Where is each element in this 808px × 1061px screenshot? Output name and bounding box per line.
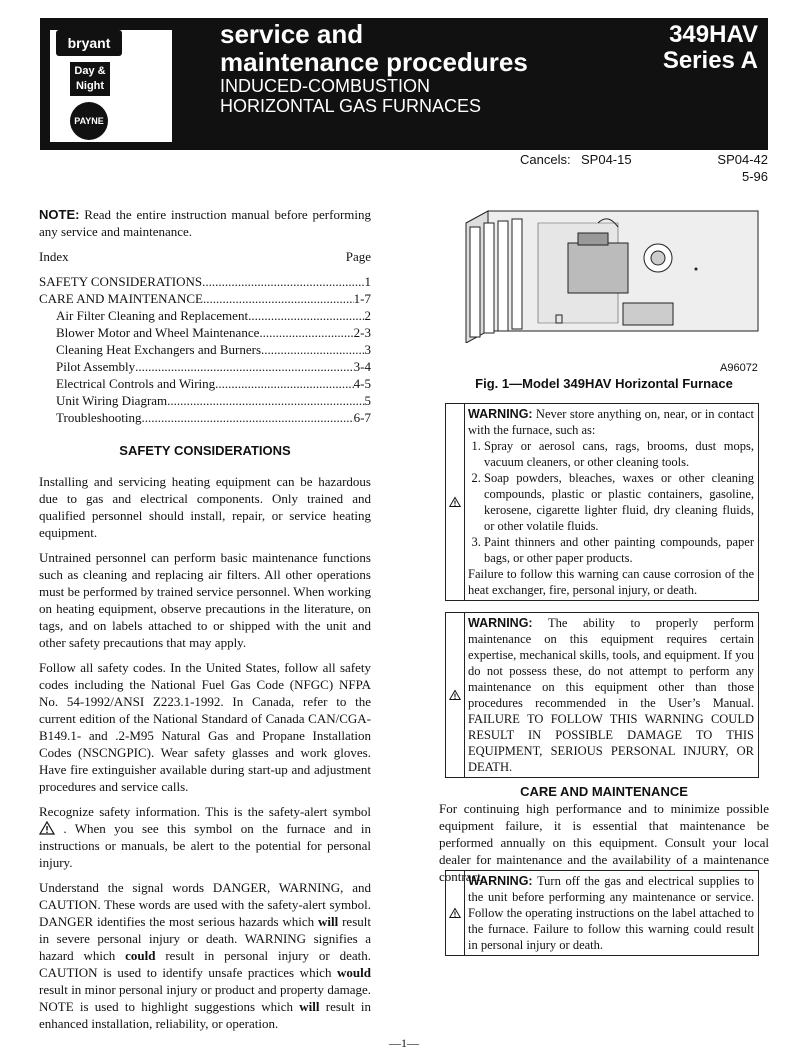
warning-box-power-off xyxy=(445,870,759,956)
toc-entry-page: 1-7 xyxy=(353,291,371,306)
cancels-value: SP04-15 xyxy=(581,152,632,167)
toc-entry[interactable] xyxy=(39,273,371,290)
safety-p5-e: result in enhanced installation, reliability, or operation. xyxy=(39,999,371,1031)
toc-entry-page: 2-3 xyxy=(353,325,371,340)
brand-logos xyxy=(50,30,172,142)
toc-entry-page: 3 xyxy=(364,342,371,357)
warning-body xyxy=(468,871,758,955)
model-designation xyxy=(663,22,758,74)
figure-code: A96072 xyxy=(720,362,758,374)
toc-entry-title: Blower Motor and Wheel Maintenance xyxy=(56,325,260,340)
toc-entry-title: Pilot Assembly xyxy=(56,359,136,374)
figure-caption: Fig. 1—Model 349HAV Horizontal Furnace xyxy=(475,376,733,391)
emph-could: could xyxy=(125,948,156,963)
safety-alert-icon xyxy=(449,496,461,508)
toc-entry-page: 6-7 xyxy=(353,410,371,425)
list-item: 2. Soap powders, bleaches, waxes or other cleaning compounds, plastic or plastic containers, gasoline, kerosene, cigarette lighter fluid, dry cleaning fluids, or other volatile fluids. xyxy=(484,470,754,534)
warning-label: WARNING: xyxy=(468,874,533,888)
warning-body xyxy=(468,404,758,600)
toc-entry[interactable] xyxy=(39,358,371,375)
toc-entry-page: 2 xyxy=(364,308,371,323)
index-label: Index xyxy=(39,249,69,264)
toc-leader-dots xyxy=(248,307,364,324)
toc-leader-dots xyxy=(167,392,364,409)
safety-alert-icon xyxy=(449,907,461,919)
emph-will: will xyxy=(318,914,339,929)
safety-alert-icon xyxy=(39,821,55,835)
warning-intro: Never store anything on, near, or in contact with the furnace, such as: xyxy=(468,407,754,437)
warning-box-storage xyxy=(445,403,759,601)
toc-entry[interactable] xyxy=(39,392,371,409)
bryant-logo: bryant xyxy=(56,30,122,56)
toc-entry-page: 3-4 xyxy=(353,359,371,374)
doc-date: 5-96 xyxy=(741,169,768,184)
document-title xyxy=(220,20,528,76)
warning-body xyxy=(468,613,758,777)
safety-p4-end: . When you see this symbol on the furnace and in instructions or manuals, be alert to the potential for personal injury. xyxy=(39,821,371,870)
toc-leader-dots xyxy=(261,341,364,358)
safety-p5-d: result in minor personal injury or product and property damage. NOTE is used to highlight suggestions which xyxy=(39,982,371,1014)
warning-box-expertise xyxy=(445,612,759,778)
toc-entry[interactable] xyxy=(39,409,371,426)
toc-entry-page: 5 xyxy=(364,393,371,408)
payne-logo: PAYNE xyxy=(70,102,108,140)
toc-leader-dots xyxy=(141,409,353,426)
warning-list xyxy=(468,438,754,566)
safety-p5-c: result in personal injury or death. CAUTION is used to identify unsafe practices which xyxy=(39,948,371,980)
page-number: —1— xyxy=(389,1036,419,1050)
document-subtitle xyxy=(220,76,481,116)
list-item: 1. Spray or aerosol cans, rags, brooms, dust mops, vacuum cleaners, or other cleaning tools. xyxy=(484,438,754,470)
toc-entry-title: Unit Wiring Diagram xyxy=(56,393,168,408)
safety-paragraph-4 xyxy=(39,803,371,871)
cancels-label: Cancels: xyxy=(520,152,571,167)
toc-entry-page: 1 xyxy=(364,274,371,289)
title-line-1: service and xyxy=(220,19,364,49)
emph-will-2: will xyxy=(299,999,320,1014)
safety-p5-a: Understand the signal words DANGER, WARNING, and CAUTION. These words are used with the safety-alert symbol. DANGER identifies the most serious hazards which xyxy=(39,880,371,929)
safety-p4-start: Recognize safety information. This is the safety-alert symbol xyxy=(39,804,371,819)
toc-entry-title: Troubleshooting xyxy=(56,410,142,425)
safety-heading: SAFETY CONSIDERATIONS xyxy=(119,443,291,458)
warning-text: The ability to properly perform maintenance on this equipment requires certain expertise, mechanical skills, tools, and equipment. If you do not possess these, do not attempt to perform any maintenance on this equipment other than those procedures recommended in the User’s Manual. FAILURE TO FOLLOW THIS WARNING COULD RESULT IN POSSIBLE DAMAGE TO THIS EQUIPMENT, SERIOUS PERSONAL INJURY, OR DEATH. xyxy=(468,616,754,774)
safety-paragraph-3: Follow all safety codes. In the United States, follow all safety codes including the National Fuel Gas Code (NFGC) NFPA No. 54-1992/ANSI Z223.1-1992. In Canada, refer to the current edition of the National Standard of Canada CAN/CGA-B149.1- and .2-M95 Natural Gas and Propane Installation Codes (NSCNGPIC). Wear safety glasses and work gloves. Have fire extinguisher available during start-up and adjustment procedures and service calls. xyxy=(39,660,371,794)
emph-would: would xyxy=(337,965,371,980)
model-line-1: 349HAV xyxy=(669,21,758,48)
warning-outro: Failure to follow this warning can cause corrosion of the heat exchanger, fire, personal injury, or death. xyxy=(468,567,754,597)
title-line-2: maintenance procedures xyxy=(220,47,528,77)
toc-leader-dots xyxy=(203,290,354,307)
toc-entry-title: Air Filter Cleaning and Replacement xyxy=(56,308,249,323)
toc-entry[interactable] xyxy=(39,324,371,341)
safety-paragraph-2: Untrained personnel can perform basic maintenance functions such as cleaning and replacing air filters. All other operations must be performed by trained service personnel. When working on heating equipment, observe precautions in the literature, on tags, and on labels attached to or shipped with the unit and other safety precautions that may apply. xyxy=(39,550,371,650)
warning-label: WARNING: xyxy=(468,407,533,421)
table-of-contents xyxy=(39,273,371,426)
toc-entry-title: CARE AND MAINTENANCE xyxy=(39,291,203,306)
page-label: Page xyxy=(345,249,371,264)
header-banner xyxy=(40,18,768,150)
toc-entry[interactable] xyxy=(39,341,371,358)
safety-p5-b: result in severe personal injury or death. WARNING signifies a hazard which xyxy=(39,914,371,963)
doc-number: SP04-42 xyxy=(717,152,768,167)
care-paragraph: For continuing high performance and to minimize possible equipment failure, it is essential that maintenance be performed annually on this equipment. Consult your local dealer for maintenance and the availability of a maintenance contract. xyxy=(439,801,769,884)
left-column xyxy=(39,206,371,1040)
toc-entry-title: Cleaning Heat Exchangers and Burners xyxy=(56,342,262,357)
list-item: 3. Paint thinners and other painting compounds, paper bags, or other paper products. xyxy=(484,534,754,566)
subtitle-line-1: INDUCED-COMBUSTION xyxy=(220,76,430,96)
warning-label: WARNING: xyxy=(468,616,533,630)
warning-icon-cell xyxy=(446,871,465,955)
toc-entry-title: Electrical Controls and Wiring xyxy=(56,376,216,391)
index-header xyxy=(39,248,371,265)
safety-paragraph-1: Installing and servicing heating equipment can be hazardous due to gas and electrical components. Only trained and qualified personnel should install, repair, or service heating equipment. xyxy=(39,474,371,540)
subtitle-line-2: HORIZONTAL GAS FURNACES xyxy=(220,96,482,116)
toc-leader-dots xyxy=(135,358,354,375)
warning-text: Turn off the gas and electrical supplies to the unit before performing any maintenance or service. Follow the operating instructions on the label attached to the furnace. Failure to follow this warning could result in personal injury or death. xyxy=(468,874,754,952)
toc-entry[interactable] xyxy=(39,290,371,307)
toc-entry[interactable] xyxy=(39,375,371,392)
toc-leader-dots xyxy=(259,324,353,341)
warning-icon-cell xyxy=(446,404,465,600)
daynight-logo: Day & Night xyxy=(70,62,110,96)
safety-paragraph-5 xyxy=(39,879,371,1032)
toc-entry-page: 4-5 xyxy=(353,376,371,391)
toc-leader-dots xyxy=(215,375,353,392)
note-label: NOTE: xyxy=(39,207,80,222)
furnace-illustration xyxy=(458,203,764,343)
safety-alert-icon xyxy=(449,689,461,701)
care-heading: CARE AND MAINTENANCE xyxy=(520,784,688,799)
toc-leader-dots xyxy=(202,273,364,290)
warning-icon-cell xyxy=(446,613,465,777)
note-text: Read the entire instruction manual before performing any service and maintenance. xyxy=(39,207,371,239)
toc-entry-title: SAFETY CONSIDERATIONS xyxy=(39,274,203,289)
model-line-2: Series A xyxy=(662,47,758,74)
toc-entry[interactable] xyxy=(39,307,371,324)
intro-note xyxy=(39,206,371,240)
